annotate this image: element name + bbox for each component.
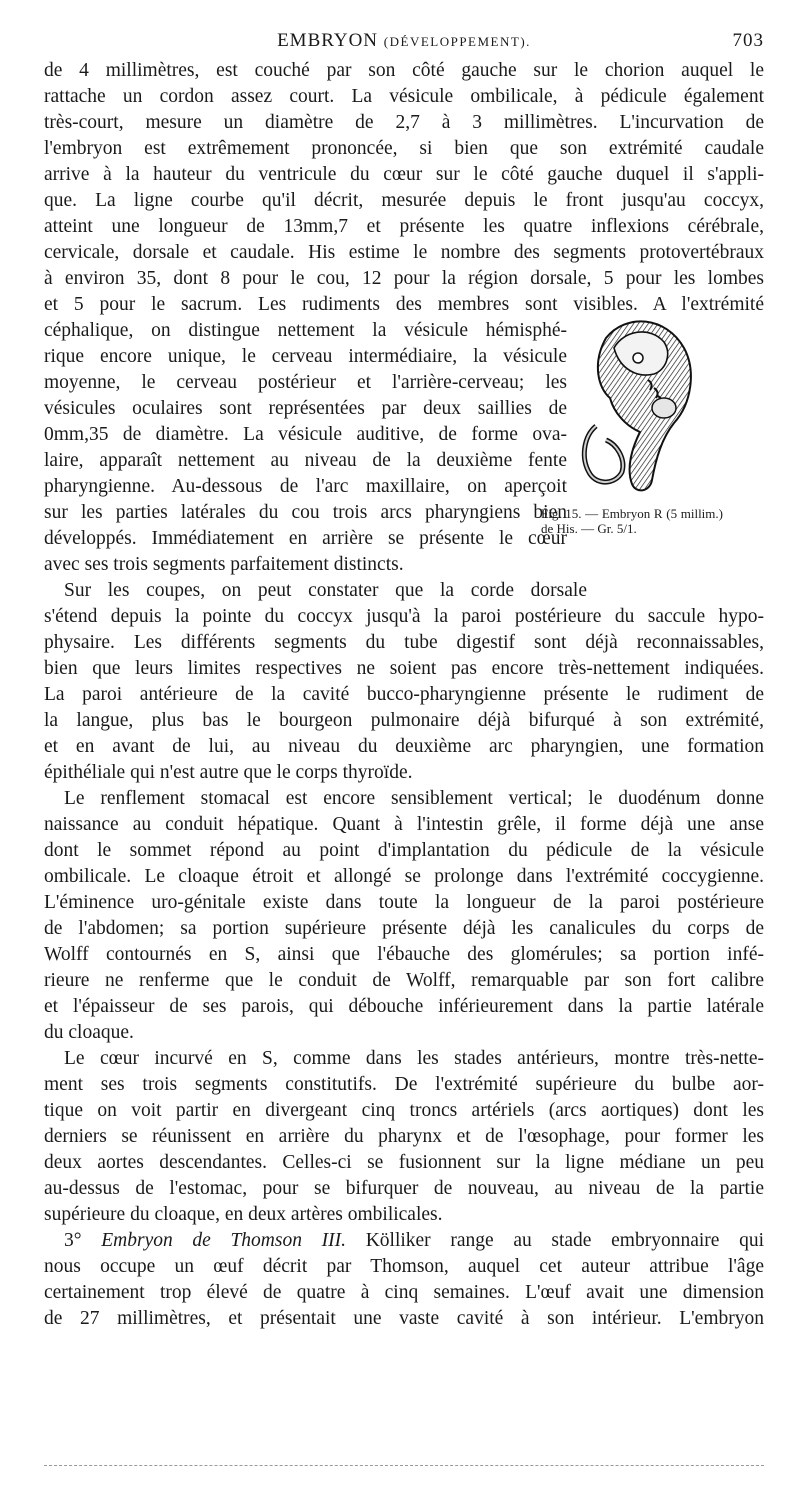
text-line: rieure ne renferme que le conduit de Wolff, remarquable par son fort calibre <box>44 970 764 991</box>
text-line: Le renflement stomacal est encore sensiblement vertical; le duodénum donne <box>64 788 764 809</box>
text-line: derniers se réunissent en arrière du pharynx et de l'œsophage, pour former les <box>44 1126 764 1147</box>
text-line: deux aortes descendantes. Celles-ci se fusionnent sur la ligne médiane un peu <box>44 1152 764 1173</box>
figure-15 <box>541 308 723 536</box>
text-line: naissance au conduit hépatique. Quant à l'intestin grêle, il forme déjà une anse <box>44 814 764 835</box>
figure-caption: Fig. 15. — Embryon R (5 millim.) de His. — Gr. 5/1. <box>541 506 723 536</box>
embryo-heart-shape <box>652 398 676 418</box>
text-line: au-dessus de l'estomac, pour se bifurquer de nouveau, au niveau de la partie <box>44 1178 764 1199</box>
text-line: 0mm,35 de diamètre. La vésicule auditive, de forme ova- <box>44 424 567 445</box>
text-line: cervicale, dorsale et caudale. His estime le nombre des segments protovertébraux <box>44 242 764 263</box>
text-line: céphalique, on distingue nettement la vésicule hémisphé- <box>44 320 567 341</box>
text-line: bien que leurs limites respectives ne soient pas encore très-nettement indiquées. <box>44 658 764 679</box>
text-line: et en avant de lui, au niveau du deuxième arc pharyngien, une formation <box>44 736 764 757</box>
running-title-sub: (DÉVELOPPEMENT). <box>383 34 531 49</box>
text-line: de 4 millimètres, est couché par son côté gauche sur le chorion auquel le <box>44 60 764 81</box>
text-line: avec ses trois segments parfaitement distincts. <box>44 554 404 575</box>
text-line: ment ses trois segments constitutifs. De l'extrémité supérieure du bulbe aor- <box>44 1074 764 1095</box>
footer-rule <box>44 1465 764 1466</box>
text-line: et l'épaisseur de ses parois, qui débouche inférieurement dans la partie latérale <box>44 996 764 1017</box>
section-title: Embryon de Thomson III. <box>101 1230 347 1251</box>
text-line: dont le sommet répond au point d'implantation du pédicule de la vésicule <box>44 840 764 861</box>
text-line: arrive à la hauteur du ventricule du cœur sur le côté gauche duquel il s'appli- <box>44 164 764 185</box>
text-line: très-court, mesure un diamètre de 2,7 à 3 millimètres. L'incurvation de <box>44 112 764 133</box>
text-line: tique on voit partir en divergeant cinq troncs artériels (arcs aortiques) dont les <box>44 1100 764 1121</box>
text-line: sur les parties latérales du cou trois arcs pharyngiens bien <box>44 502 567 523</box>
text-line: rattache un cordon assez court. La vésicule ombilicale, à pédicule également <box>44 86 764 107</box>
text-line: la langue, plus bas le bourgeon pulmonaire déjà bifurqué à son extrémité, <box>44 710 764 731</box>
running-title <box>44 30 764 52</box>
text-line: laire, apparaît nettement au niveau de la deuxième fente <box>44 450 567 471</box>
text-line: nous occupe un œuf décrit par Thomson, auquel cet auteur attribue l'âge <box>44 1256 764 1277</box>
text-line: ombilicale. Le cloaque étroit et allongé se prolonge dans l'extrémité coccygienne. <box>44 866 764 887</box>
text-line: pharyngienne. Au-dessous de l'arc maxillaire, on aperçoit <box>44 476 567 497</box>
text-line: l'embryon est extrêmement prononcée, si bien que son extrémité caudale <box>44 138 764 159</box>
text-line: s'étend depuis la pointe du coccyx jusqu'à la paroi postérieure du saccule hypo- <box>44 606 764 627</box>
text-line: de l'abdomen; sa portion supérieure présente déjà les canalicules du corps de <box>44 918 764 939</box>
text-line: du cloaque. <box>44 1022 134 1043</box>
text-line <box>44 1228 764 1254</box>
text-line: développés. Immédiatement en arrière se présente le cœur <box>44 528 567 549</box>
text-line: supérieure du cloaque, en deux artères ombilicales. <box>44 1204 443 1225</box>
text-line: vésicules oculaires sont représentées par deux saillies de <box>44 398 567 419</box>
text-line: Wolff contournés en S, ainsi que l'ébauche des glomérules; sa portion infé- <box>44 944 764 965</box>
text-line: que. La ligne courbe qu'il décrit, mesurée depuis le front jusqu'au coccyx, <box>44 190 764 211</box>
text-line: physaire. Les différents segments du tube digestif sont déjà reconnaissables, <box>44 632 764 653</box>
text-line: La paroi antérieure de la cavité bucco-pharyngienne présente le rudiment de <box>44 684 764 705</box>
text-line: atteint une longueur de 13mm,7 et présente les quatre inflexions cérébrale, <box>44 216 764 237</box>
page-number: 703 <box>732 30 764 51</box>
running-title-main: EMBRYON <box>277 30 379 51</box>
running-header <box>44 30 764 58</box>
body-text <box>44 58 764 1332</box>
embryo-tail-highlight <box>584 426 623 482</box>
text-line: à environ 35, dont 8 pour le cou, 12 pour la région dorsale, 5 pour les lombes <box>44 268 764 289</box>
page <box>44 30 764 1332</box>
text-line: épithéliale qui n'est autre que le corps thyroïde. <box>44 762 413 783</box>
text-line: et 5 pour le sacrum. Les rudiments des membres sont visibles. A l'extrémité <box>44 294 764 315</box>
text-line: Le cœur incurvé en S, comme dans les stades antérieurs, montre très-nette- <box>64 1048 764 1069</box>
text-line: L'éminence uro-génitale existe dans toute la longueur de la paroi postérieure <box>44 892 764 913</box>
text-line: moyenne, le cerveau postérieur et l'arrière-cerveau; les <box>44 372 567 393</box>
section-number: 3° <box>64 1230 82 1251</box>
text-line: de 27 millimètres, et présentait une vaste cavité à son intérieur. L'embryon <box>44 1308 764 1329</box>
text-line: rique encore unique, le cerveau intermédiaire, la vésicule <box>44 346 567 367</box>
section-text: Kölliker range au stade embryonnaire qui <box>365 1230 765 1251</box>
text-line: Sur les coupes, on peut constater que la corde dorsale <box>64 580 587 601</box>
embryo-eye-shape <box>633 353 643 363</box>
embryo-illustration <box>566 308 696 498</box>
text-line: certainement trop élevé de quatre à cinq semaines. L'œuf avait une dimension <box>44 1282 764 1303</box>
